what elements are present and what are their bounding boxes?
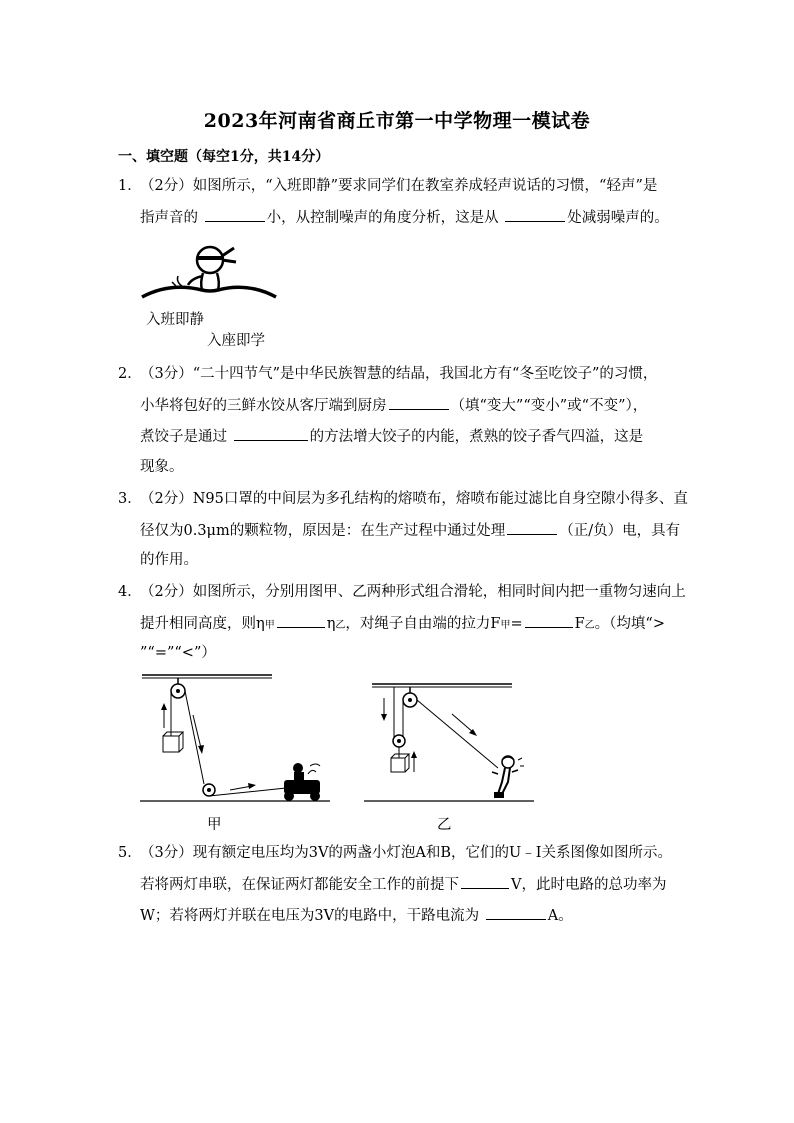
q1-caption-2: 入座即学 bbox=[207, 333, 265, 349]
q2-number: 2． bbox=[118, 366, 142, 382]
q2-blank-2[interactable] bbox=[234, 426, 308, 441]
q3-blank-1[interactable] bbox=[507, 520, 557, 535]
q4-caption-jia: 甲 bbox=[207, 817, 222, 833]
q2-line4: 现象。 bbox=[140, 459, 184, 475]
q5-blank-2[interactable] bbox=[486, 905, 546, 920]
q3-text-a: 径仅为0.3μm的颗粒物，原因是：在生产过程中通过处理 bbox=[140, 523, 506, 539]
q4-sub-yi-1: 乙 bbox=[335, 620, 346, 631]
pulley-diagram-yi bbox=[362, 680, 542, 810]
q1-line2 bbox=[140, 207, 669, 228]
q4-text-a: 提升相同高度，则η bbox=[140, 616, 265, 632]
q4-sub-jia-2: 甲 bbox=[500, 620, 511, 631]
q3-line2 bbox=[140, 520, 680, 541]
q4-text-b: η bbox=[326, 616, 336, 632]
q2-line3 bbox=[140, 426, 643, 447]
q1-line1: （2分）如图所示，“入班即静”要求同学们在教室养成轻声说话的习惯，“轻声”是 bbox=[140, 178, 658, 194]
q4-number: 4． bbox=[118, 584, 142, 600]
q1-text-b: 小，从控制噪声的角度分析，这是从 bbox=[266, 210, 499, 226]
q2-text-d: 的方法增大饺子的内能，煮熟的饺子香气四溢，这是 bbox=[309, 429, 644, 445]
q2-text-b: （填“变大”“变小”或“不变”）， bbox=[450, 398, 648, 414]
q3-number: 3． bbox=[118, 491, 142, 507]
q3-text-b: （正/负）电，具有 bbox=[559, 523, 681, 539]
q2-line1: （3分）“二十四节气”是中华民族智慧的结晶，我国北方有“冬至吃饺子”的习惯， bbox=[140, 366, 658, 382]
q4-text-e: F bbox=[574, 616, 585, 632]
q1-blank-1[interactable] bbox=[205, 207, 265, 222]
q1-text-c: 处减弱噪声的。 bbox=[567, 210, 669, 226]
q4-text-c: ，对绳子自由端的拉力F bbox=[345, 616, 501, 632]
q4-text-f: 。（均填“> bbox=[594, 616, 665, 632]
q1-blank-2[interactable] bbox=[505, 207, 565, 222]
q1-text-a: 指声音的 bbox=[140, 210, 198, 226]
q4-line3: ”“=”“<”） bbox=[140, 645, 216, 661]
q4-text-d: = bbox=[510, 616, 523, 632]
quiet-student-illustration bbox=[140, 240, 280, 310]
q4-caption-yi: 乙 bbox=[437, 817, 452, 833]
q4-blank-1[interactable] bbox=[277, 613, 325, 628]
q5-line3 bbox=[140, 905, 573, 926]
q5-number: 5． bbox=[118, 845, 142, 861]
q1-number: 1． bbox=[118, 178, 142, 194]
page-title: 2023年河南省商丘市第一中学物理一模试卷 bbox=[203, 110, 591, 132]
q4-line1: （2分）如图所示，分别用图甲、乙两种形式组合滑轮，相同时间内把一重物匀速向上 bbox=[140, 584, 686, 600]
q4-blank-2[interactable] bbox=[525, 613, 573, 628]
q2-text-c: 煮饺子是通过 bbox=[140, 429, 227, 445]
q1-caption-1: 入班即静 bbox=[146, 312, 204, 328]
section-heading: 一、填空题（每空1分，共14分） bbox=[118, 149, 330, 165]
q5-text-a: 若将两灯串联，在保证两灯都能安全工作的前提下 bbox=[140, 877, 459, 893]
q5-line1: （3分）现有额定电压均为3V的两盏小灯泡A和B，它们的U﹣I关系图像如图所示。 bbox=[140, 845, 672, 861]
q3-line3: 的作用。 bbox=[140, 552, 198, 568]
q5-text-c: W；若将两灯并联在电压为3V的电路中，干路电流为 bbox=[140, 908, 480, 924]
q3-line1: （2分）N95口罩的中间层为多孔结构的熔喷布，熔喷布能过滤比自身空隙小得多、直 bbox=[140, 491, 688, 507]
q5-line2 bbox=[140, 874, 666, 895]
q2-text-a: 小华将包好的三鲜水饺从客厅端到厨房 bbox=[140, 398, 387, 414]
q2-blank-1[interactable] bbox=[389, 395, 449, 410]
q5-text-d: A。 bbox=[547, 908, 573, 924]
q2-line2 bbox=[140, 395, 647, 416]
q5-text-b: V，此时电路的总功率为 bbox=[511, 877, 667, 893]
q5-blank-1[interactable] bbox=[461, 874, 509, 889]
q4-sub-yi-2: 乙 bbox=[584, 620, 595, 631]
pulley-diagram-jia bbox=[138, 670, 338, 810]
q4-sub-jia-1: 甲 bbox=[264, 620, 275, 631]
q4-line2 bbox=[140, 613, 665, 636]
